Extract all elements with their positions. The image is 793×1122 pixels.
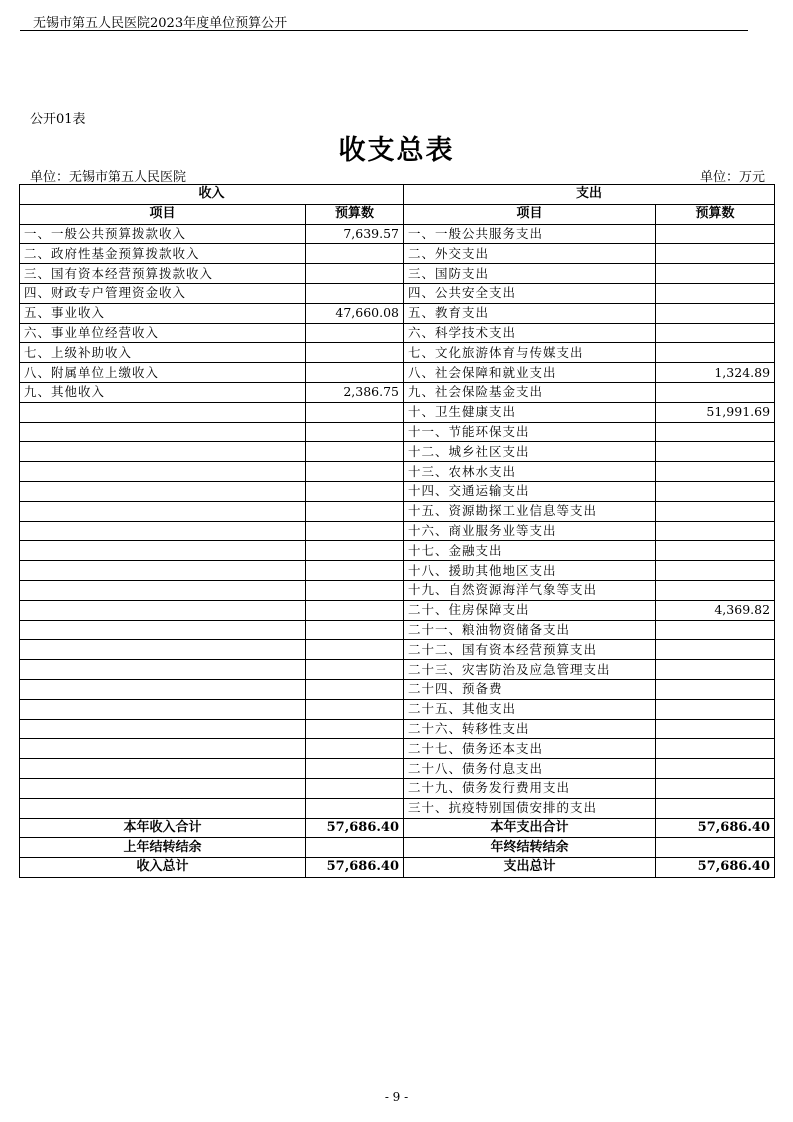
expense-item-cell: 四、公共安全支出 [404,283,656,303]
income-value-cell [306,719,404,739]
currency-unit: 单位：万元 [699,170,765,185]
expense-value-cell [656,264,775,284]
expense-item-cell: 二十一、粮油物资储备支出 [404,620,656,640]
table-row [20,679,775,699]
table-row [20,778,775,798]
income-item-cell: 九、其他收入 [20,382,306,402]
expense-value-cell [656,323,775,343]
expense-item-cell: 五、教育支出 [404,303,656,323]
income-item-cell [20,521,306,541]
income-value-cell [306,323,404,343]
expense-value-cell [656,343,775,363]
expense-item-cell: 三、国防支出 [404,264,656,284]
income-value-cell [306,442,404,462]
income-value-cell [306,759,404,779]
income-item-cell [20,442,306,462]
unit-name: 单位：无锡市第五人民医院 [30,170,187,185]
expense-item-cell: 二十八、债务付息支出 [404,759,656,779]
income-item-cell [20,640,306,660]
income-value-cell [306,600,404,620]
expense-value-cell [656,561,775,581]
table-row [20,759,775,779]
expense-item-cell: 八、社会保障和就业支出 [404,363,656,383]
table-row [20,699,775,719]
income-item-cell [20,580,306,600]
income-value-cell [306,541,404,561]
expense-value-cell [656,640,775,660]
income-value-cell [306,561,404,581]
expense-value-cell [656,679,775,699]
expense-item-cell: 二十四、预备费 [404,679,656,699]
expense-item-cell: 十二、城乡社区支出 [404,442,656,462]
expense-value-cell [656,541,775,561]
expense-value-cell: 4,369.82 [656,600,775,620]
expense-item-cell: 二十六、转移性支出 [404,719,656,739]
table-row [20,343,775,363]
income-item-column-header: 项目 [20,204,306,224]
expense-item-cell: 二十九、债务发行费用支出 [404,778,656,798]
income-item-cell [20,679,306,699]
income-value-cell [306,679,404,699]
expense-item-cell: 九、社会保险基金支出 [404,382,656,402]
income-value-cell [306,481,404,501]
table-row [20,501,775,521]
income-value-cell [306,283,404,303]
income-value-cell: 2,386.75 [306,382,404,402]
table-row [20,283,775,303]
income-value-cell [306,363,404,383]
income-item-cell [20,620,306,640]
expense-total-label: 年终结转结余 [404,838,656,858]
table-row [20,264,775,284]
header-rule [20,30,748,31]
expense-item-cell: 二十二、国有资本经营预算支出 [404,640,656,660]
income-item-cell [20,778,306,798]
expense-item-cell: 十五、资源勘探工业信息等支出 [404,501,656,521]
table-row [20,303,775,323]
expense-total-value: 57,686.40 [656,858,775,878]
expense-value-cell [656,442,775,462]
table-row [20,620,775,640]
income-total-label: 本年收入合计 [20,818,306,838]
expense-item-cell: 十三、农林水支出 [404,462,656,482]
page-title: 收支总表 [338,135,455,166]
income-item-cell: 二、政府性基金预算拨款收入 [20,244,306,264]
total-row [20,818,775,838]
income-item-cell [20,462,306,482]
table-row [20,481,775,501]
expense-item-cell: 二十七、债务还本支出 [404,739,656,759]
expense-item-cell: 七、文化旅游体育与传媒支出 [404,343,656,363]
table-row [20,541,775,561]
table-row [20,422,775,442]
income-total-value [306,838,404,858]
expense-value-cell: 1,324.89 [656,363,775,383]
expense-value-cell [656,481,775,501]
expense-value-cell [656,283,775,303]
income-item-cell: 一、一般公共预算拨款收入 [20,224,306,244]
expense-item-cell: 十一、节能环保支出 [404,422,656,442]
running-header: 无锡市第五人民医院2023年度单位预算公开 [33,16,288,31]
table-row [20,224,775,244]
income-item-cell: 六、事业单位经营收入 [20,323,306,343]
expense-total-value [656,838,775,858]
expense-header: 支出 [404,185,775,205]
expense-item-cell: 十九、自然资源海洋气象等支出 [404,580,656,600]
income-value-cell [306,462,404,482]
income-value-cell [306,343,404,363]
table-row [20,462,775,482]
income-value-cell [306,739,404,759]
expense-total-value: 57,686.40 [656,818,775,838]
income-value-cell [306,422,404,442]
income-budget-column-header: 预算数 [306,204,404,224]
income-value-cell: 7,639.57 [306,224,404,244]
income-item-cell [20,660,306,680]
table-row [20,382,775,402]
income-item-cell [20,501,306,521]
expense-value-cell [656,501,775,521]
table-row [20,798,775,818]
income-value-cell [306,798,404,818]
income-total-value: 57,686.40 [306,818,404,838]
expense-budget-column-header: 预算数 [656,204,775,224]
expense-item-cell: 一、一般公共服务支出 [404,224,656,244]
expense-item-cell: 十八、援助其他地区支出 [404,561,656,581]
income-total-value: 57,686.40 [306,858,404,878]
expense-item-cell: 六、科学技术支出 [404,323,656,343]
income-item-cell: 七、上级补助收入 [20,343,306,363]
expense-value-cell [656,778,775,798]
expense-value-cell [656,719,775,739]
expense-value-cell [656,224,775,244]
table-row [20,719,775,739]
table-row [20,323,775,343]
income-value-cell [306,264,404,284]
income-value-cell [306,580,404,600]
income-value-cell [306,640,404,660]
income-item-cell [20,699,306,719]
expense-item-cell: 二十五、其他支出 [404,699,656,719]
table-row [20,600,775,620]
expense-item-cell: 二、外交支出 [404,244,656,264]
income-item-cell [20,739,306,759]
income-item-cell: 八、附属单位上缴收入 [20,363,306,383]
income-value-cell [306,521,404,541]
income-item-cell [20,422,306,442]
table-row [20,640,775,660]
expense-value-cell [656,699,775,719]
expense-item-column-header: 项目 [404,204,656,224]
income-value-cell [306,660,404,680]
table-row [20,402,775,422]
income-item-cell [20,481,306,501]
expense-total-label: 支出总计 [404,858,656,878]
income-value-cell [306,699,404,719]
expense-value-cell [656,521,775,541]
table-body [20,224,775,877]
table-row [20,363,775,383]
income-item-cell: 四、财政专户管理资金收入 [20,283,306,303]
income-total-label: 上年结转结余 [20,838,306,858]
expense-value-cell [656,580,775,600]
income-item-cell [20,798,306,818]
expense-value-cell [656,244,775,264]
income-item-cell [20,600,306,620]
page-number: - 9 - [384,1090,409,1104]
income-value-cell [306,402,404,422]
expense-item-cell: 十、卫生健康支出 [404,402,656,422]
expense-value-cell: 51,991.69 [656,402,775,422]
income-item-cell [20,402,306,422]
income-item-cell: 三、国有资本经营预算拨款收入 [20,264,306,284]
table-row [20,244,775,264]
expense-value-cell [656,462,775,482]
expense-value-cell [656,798,775,818]
income-item-cell [20,759,306,779]
income-item-cell [20,561,306,581]
expense-value-cell [656,620,775,640]
income-item-cell: 五、事业收入 [20,303,306,323]
expense-item-cell: 二十、住房保障支出 [404,600,656,620]
expense-value-cell [656,759,775,779]
expense-value-cell [656,422,775,442]
table-row [20,739,775,759]
expense-item-cell: 二十三、灾害防治及应急管理支出 [404,660,656,680]
income-value-cell [306,501,404,521]
income-total-label: 收入总计 [20,858,306,878]
expense-item-cell: 十七、金融支出 [404,541,656,561]
expense-value-cell [656,739,775,759]
table-row [20,521,775,541]
table-row [20,580,775,600]
income-item-cell [20,719,306,739]
income-value-cell [306,778,404,798]
income-value-cell [306,620,404,640]
table-row [20,660,775,680]
expense-item-cell: 十四、交通运输支出 [404,481,656,501]
expense-value-cell [656,660,775,680]
expense-total-label: 本年支出合计 [404,818,656,838]
income-value-cell [306,244,404,264]
expense-value-cell [656,382,775,402]
expense-item-cell: 十六、商业服务业等支出 [404,521,656,541]
income-header: 收入 [20,185,404,205]
income-value-cell: 47,660.08 [306,303,404,323]
income-item-cell [20,541,306,561]
expense-value-cell [656,303,775,323]
table-row [20,442,775,462]
table-row [20,561,775,581]
total-row [20,838,775,858]
budget-summary-table [19,184,775,878]
expense-item-cell: 三十、抗疫特别国债安排的支出 [404,798,656,818]
total-row [20,858,775,878]
form-code: 公开01表 [30,112,86,127]
